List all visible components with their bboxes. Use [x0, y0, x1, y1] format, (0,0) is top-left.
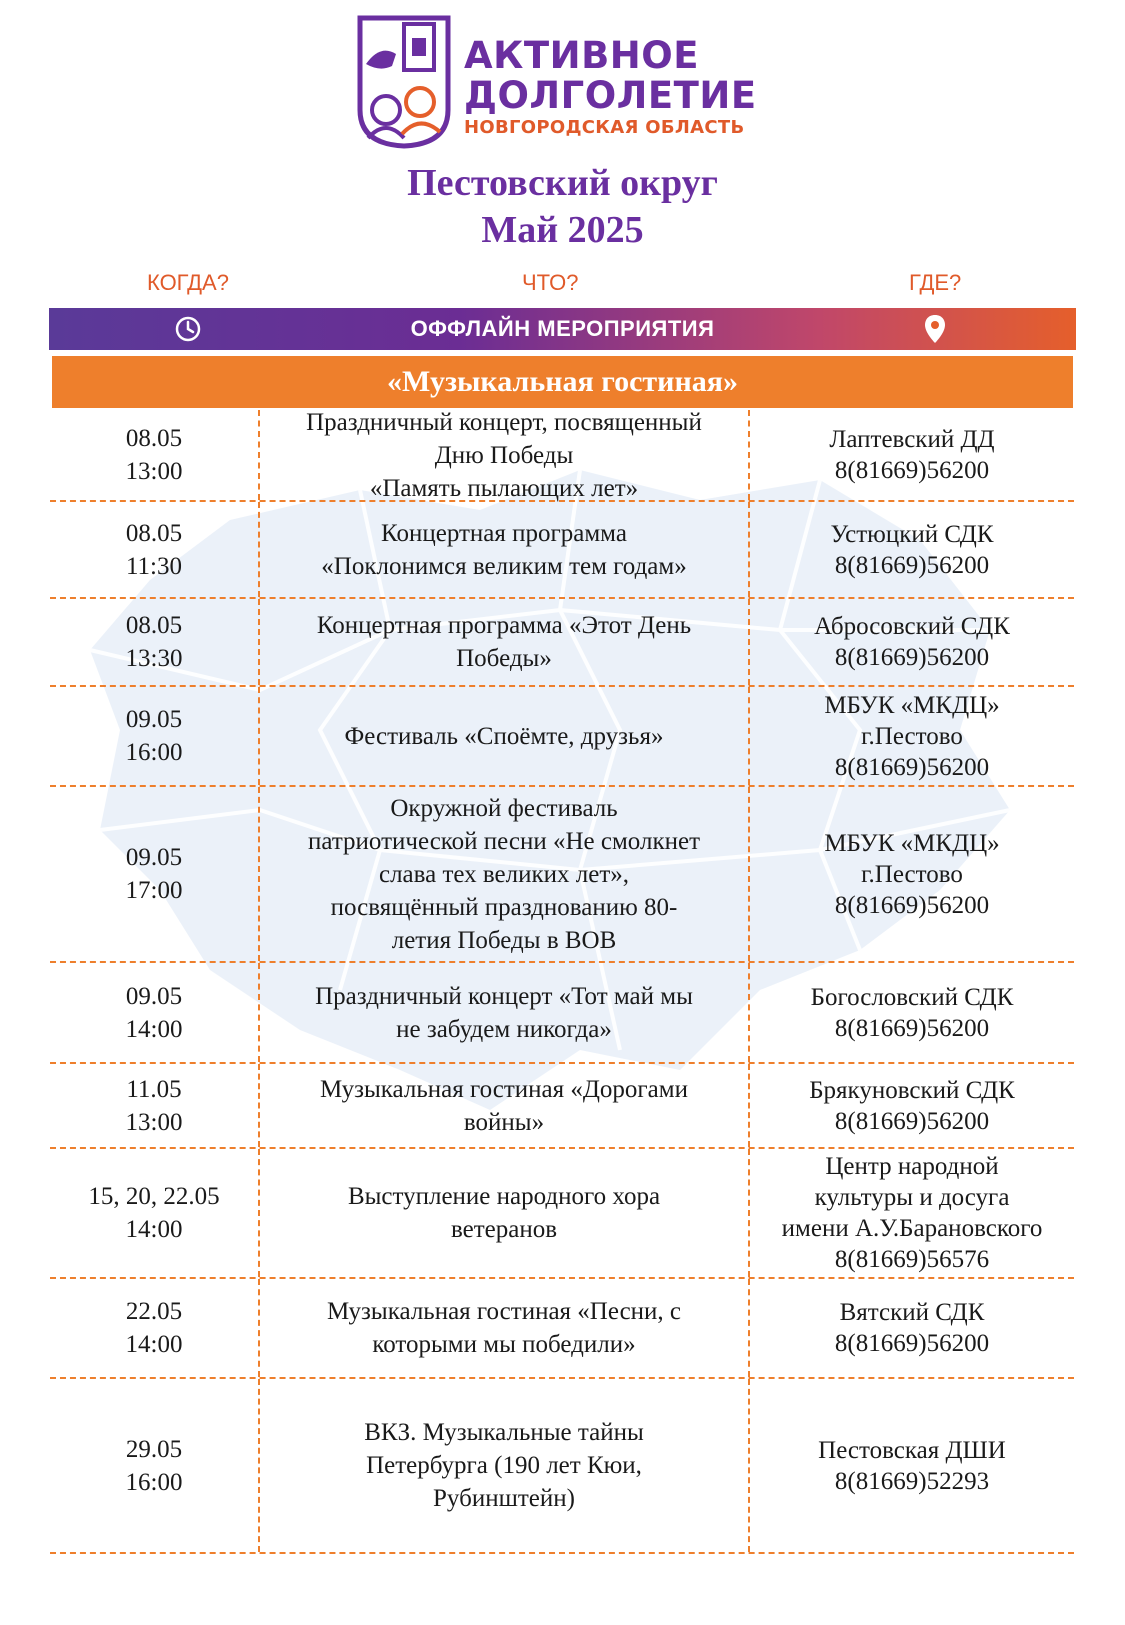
cell-where	[750, 787, 1074, 961]
event-place-line: Вятский СДК	[839, 1299, 985, 1326]
cell-what	[260, 1064, 750, 1147]
event-place-line: г.Пестово	[861, 860, 963, 888]
table-row	[50, 1279, 1074, 1379]
cell-when	[50, 1279, 260, 1377]
event-date: 09.05	[125, 706, 183, 733]
cell-what	[260, 502, 750, 597]
event-place-line: Центр народной	[825, 1153, 999, 1180]
cell-what	[260, 1149, 750, 1277]
table-row	[50, 787, 1074, 963]
event-date: 15, 20, 22.05	[88, 1183, 220, 1210]
event-place-line: Брякуновский СДК	[809, 1076, 1015, 1104]
event-time: 14:00	[125, 1015, 183, 1043]
event-date: 29.05	[125, 1435, 183, 1463]
event-place-line: Лаптевский ДД	[829, 426, 995, 453]
table-row	[50, 687, 1074, 787]
cell-where	[750, 502, 1074, 597]
event-title: Выступление народного хора ветеранов	[347, 1183, 661, 1243]
event-title: Праздничный концерт, посвященный Дню Победы «Память пылающих лет»	[306, 408, 702, 502]
events-table	[50, 410, 1074, 1554]
event-place-line: МБУК «МКДЦ»	[824, 829, 1000, 857]
offline-events-bar	[49, 308, 1076, 350]
cell-where	[750, 599, 1074, 685]
event-title: Фестиваль «Споёмте, друзья»	[344, 722, 664, 750]
cell-when	[50, 963, 260, 1062]
event-title: Концертная программа «Поклонимся великим тем годам»	[321, 519, 687, 580]
event-time: 13:00	[125, 1108, 183, 1136]
logo	[356, 14, 776, 150]
event-title: Концертная программа «Этот День Победы»	[316, 612, 692, 672]
event-title: Праздничный концерт «Тот май мы не забудем никогда»	[315, 982, 693, 1043]
event-title: Музыкальная гостиная «Дорогами войны»	[320, 1075, 688, 1136]
cell-where	[750, 687, 1074, 785]
event-time: 16:00	[125, 739, 183, 766]
page-subtitle: Май 2025	[481, 209, 644, 251]
event-time: 11:30	[125, 552, 183, 580]
event-place-line: 8(81669)56200	[834, 551, 990, 579]
table-row	[50, 963, 1074, 1064]
event-place-line: 8(81669)56200	[834, 644, 990, 671]
cell-what	[260, 963, 750, 1062]
event-place-line: 8(81669)52293	[834, 1467, 990, 1495]
column-questions	[0, 270, 1125, 300]
logo-line-1: АКТИВНОЕ	[464, 34, 699, 77]
event-date: 11.05	[126, 1075, 182, 1103]
cell-when	[50, 410, 260, 500]
cell-what	[260, 1379, 750, 1552]
event-date: 22.05	[125, 1298, 183, 1325]
cell-when	[50, 1064, 260, 1147]
event-time: 17:00	[125, 877, 183, 904]
bar-label: ОФФЛАЙН МЕРОПРИЯТИЯ	[410, 316, 715, 341]
question-what: ЧТО?	[522, 270, 579, 295]
cell-where	[750, 1149, 1074, 1277]
logo-line-2: ДОЛГОЛЕТИЕ	[464, 74, 757, 117]
event-date: 08.05	[125, 519, 183, 547]
table-row	[50, 410, 1074, 502]
logo-text	[464, 36, 757, 140]
event-place-line: Богословский СДК	[810, 983, 1014, 1011]
cell-where	[750, 1279, 1074, 1377]
question-where: ГДЕ?	[909, 270, 962, 295]
cell-what	[260, 599, 750, 685]
event-place-line: 8(81669)56200	[834, 1330, 990, 1357]
logo-line-3: НОВГОРОДСКАЯ ОБЛАСТЬ	[464, 117, 745, 138]
event-place-line: г.Пестово	[861, 722, 963, 750]
event-time: 16:00	[125, 1468, 183, 1496]
event-time: 14:00	[125, 1331, 183, 1358]
emblem-icon	[356, 14, 452, 150]
section-title: «Музыкальная гостиная»	[52, 356, 1073, 408]
event-place-line: Устюцкий СДК	[830, 520, 994, 548]
cell-what	[260, 687, 750, 785]
event-place-line: Абросовский СДК	[814, 613, 1010, 640]
table-row	[50, 599, 1074, 687]
table-row	[50, 1379, 1074, 1554]
cell-when	[50, 502, 260, 597]
event-place-line: 8(81669)56200	[834, 891, 990, 919]
event-place-line: 8(81669)56200	[834, 1107, 990, 1135]
question-when: КОГДА?	[147, 270, 229, 295]
event-date: 08.05	[125, 612, 183, 639]
cell-what	[260, 787, 750, 961]
event-date: 09.05	[125, 982, 183, 1010]
cell-what	[260, 410, 750, 500]
cell-when	[50, 1149, 260, 1277]
event-place-line: 8(81669)56200	[834, 753, 990, 781]
event-time: 14:00	[125, 1216, 183, 1243]
table-row	[50, 1064, 1074, 1149]
table-row	[50, 502, 1074, 599]
cell-where	[750, 1379, 1074, 1552]
event-date: 08.05	[125, 425, 183, 452]
event-place-line: культуры и досуга	[814, 1184, 1010, 1211]
location-pin-icon	[923, 313, 947, 345]
event-title: ВКЗ. Музыкальные тайны Петербурга (190 лет Кюи, Рубинштейн)	[364, 1419, 644, 1512]
event-title: Окружной фестиваль патриотической песни «Не смолкнет слава тех великих лет», посвящённый празднованию 80- летия Победы в ВОВ	[307, 794, 701, 954]
page-title: Пестовский округ	[407, 162, 718, 204]
cell-when	[50, 1379, 260, 1552]
event-time: 13:30	[125, 645, 183, 672]
table-row	[50, 1149, 1074, 1279]
event-place-line: 8(81669)56200	[834, 1014, 990, 1042]
cell-where	[750, 410, 1074, 500]
event-place-line: Пестовская ДШИ	[818, 1436, 1006, 1464]
cell-when	[50, 687, 260, 785]
cell-where	[750, 963, 1074, 1062]
cell-when	[50, 787, 260, 961]
event-time: 13:00	[125, 458, 183, 485]
cell-what	[260, 1279, 750, 1377]
event-place-line: имени А.У.Барановского	[781, 1215, 1043, 1242]
event-place-line: МБУК «МКДЦ»	[824, 691, 1000, 719]
event-place-line: 8(81669)56576	[834, 1246, 990, 1273]
cell-where	[750, 1064, 1074, 1147]
event-place-line: 8(81669)56200	[834, 457, 990, 484]
event-title: Музыкальная гостиная «Песни, с которыми мы победили»	[326, 1298, 682, 1358]
event-date: 09.05	[125, 844, 183, 871]
cell-when	[50, 599, 260, 685]
